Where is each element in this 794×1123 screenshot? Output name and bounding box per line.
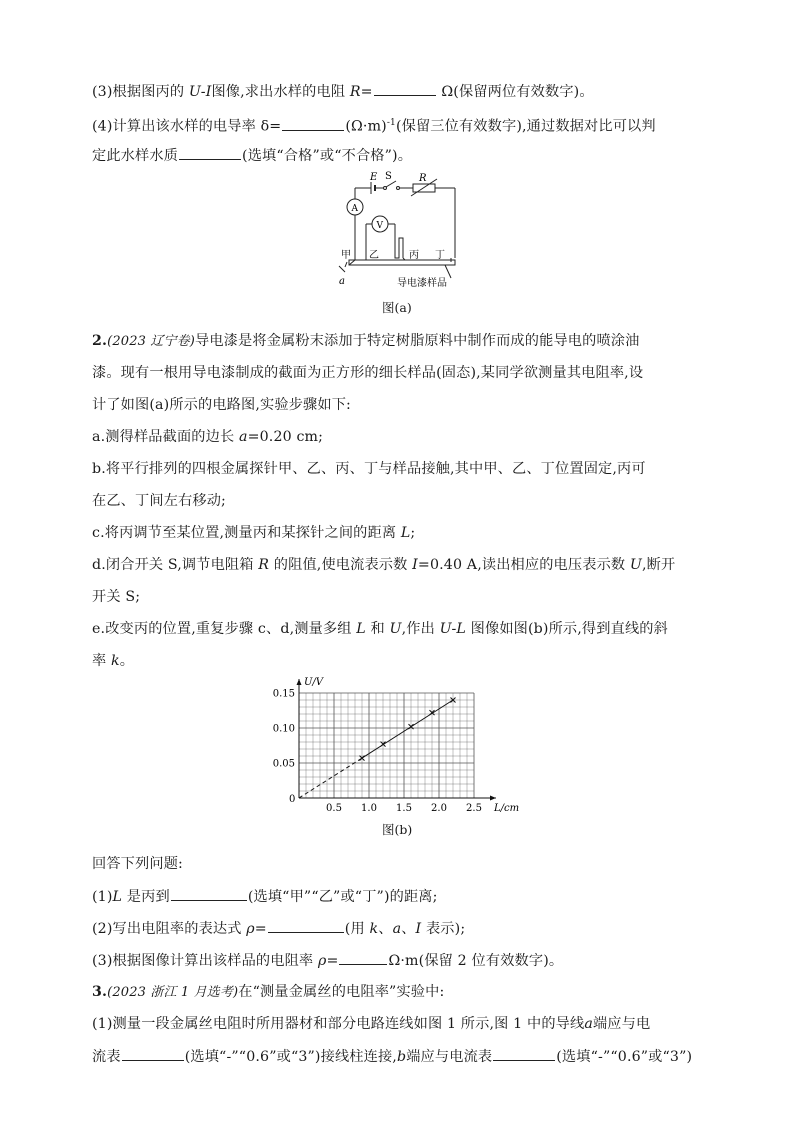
q2-step-e-2 bbox=[92, 651, 134, 671]
u-l-chart bbox=[272, 670, 535, 820]
var-rho: ρ bbox=[246, 921, 255, 937]
q2-step-a bbox=[92, 427, 323, 447]
text: a.测得样品截面的边长 bbox=[92, 429, 239, 445]
q1-line-3 bbox=[92, 81, 594, 102]
text: 率 bbox=[92, 653, 111, 669]
q2-line-1 bbox=[92, 331, 639, 352]
var-i: I bbox=[412, 557, 418, 573]
label-jia: 甲 bbox=[341, 250, 351, 261]
text: (选填“-”“0.6”或“3”) bbox=[556, 1049, 693, 1065]
text: 表示); bbox=[421, 921, 466, 937]
text: (3)根据图丙的 bbox=[92, 84, 189, 100]
label-sample: 导电漆样品 bbox=[397, 278, 447, 289]
label-a: a bbox=[339, 276, 345, 287]
y-tick-label: 0.10 bbox=[272, 723, 295, 735]
var-a: a bbox=[238, 429, 248, 445]
answer-blank[interactable] bbox=[374, 81, 436, 96]
q3-line-2 bbox=[92, 1014, 650, 1034]
var-i: I bbox=[415, 921, 422, 937]
y-axis-label: U/V bbox=[304, 677, 324, 688]
x-tick-label: 2.5 bbox=[466, 803, 482, 814]
text: 图像,求出水样的电阻 bbox=[211, 84, 350, 100]
text: 和 bbox=[365, 621, 390, 637]
voltmeter-label: V bbox=[376, 221, 383, 231]
label-ding: 丁 bbox=[435, 250, 445, 261]
ammeter-label: A bbox=[351, 204, 358, 214]
question-number: 3. bbox=[92, 984, 108, 1000]
y-axis-arrow bbox=[297, 679, 302, 685]
answer-blank[interactable] bbox=[493, 1046, 555, 1061]
text: c.将丙调节至某位置,测量丙和某探针之间的距离 bbox=[92, 525, 401, 541]
label-s: S bbox=[385, 171, 392, 182]
answer-blank[interactable] bbox=[339, 950, 387, 965]
label-yi: 乙 bbox=[369, 250, 379, 261]
q3-line-1 bbox=[92, 982, 444, 1003]
x-axis-label: L/cm bbox=[494, 803, 520, 814]
answer-blank[interactable] bbox=[171, 886, 247, 901]
question-number: 2. bbox=[92, 333, 108, 349]
text: = bbox=[254, 921, 267, 937]
text: e.改变丙的位置,重复步骤 c、d,测量多组 bbox=[92, 621, 357, 637]
text: 的阻值,使电流表示数 bbox=[269, 557, 413, 573]
label-r: R bbox=[419, 173, 427, 184]
fit-line-dashed bbox=[299, 758, 362, 798]
text: (Ω·m) bbox=[345, 118, 387, 135]
var-k: k bbox=[111, 653, 120, 669]
x-tick-label: 2.0 bbox=[431, 803, 447, 814]
text: (用 bbox=[344, 921, 370, 937]
q2-sub-2 bbox=[92, 918, 465, 939]
text: 导电漆是将金属粉末添加于特定树脂原料中制作而成的能导电的喷涂油 bbox=[195, 333, 640, 349]
text: 流表 bbox=[92, 1049, 121, 1065]
text: (1) bbox=[92, 889, 113, 905]
text: 端应与电流表 bbox=[406, 1049, 493, 1065]
text: 、 bbox=[401, 921, 416, 937]
text: ,作出 bbox=[401, 621, 440, 637]
q2-sub-3 bbox=[92, 950, 563, 971]
text: (1)测量一段金属丝电阻时所用器材和部分电路连线如图 1 所示,图 1 中的导线 bbox=[92, 1016, 585, 1032]
text: (2)写出电阻率的表达式 bbox=[92, 921, 247, 937]
text: d.闭合开关 S,调节电阻箱 bbox=[92, 557, 259, 573]
var-u: U bbox=[389, 621, 402, 637]
var-rho: ρ bbox=[317, 953, 327, 969]
answer-blank[interactable] bbox=[179, 145, 241, 160]
q1-line-4 bbox=[92, 113, 656, 137]
y-tick-label: 0.15 bbox=[272, 688, 295, 700]
text: = bbox=[326, 953, 339, 969]
text: (选填“甲”“乙”或“丁”)的距离; bbox=[247, 889, 438, 905]
label-bing: 丙 bbox=[409, 250, 419, 261]
text: 。 bbox=[119, 653, 135, 669]
text: Ω(保留两位有效数字)。 bbox=[436, 84, 594, 100]
text: (3)根据图像计算出该样品的电阻率 bbox=[92, 953, 318, 969]
q2-step-d-1 bbox=[92, 555, 675, 575]
text: ,断开 bbox=[642, 557, 676, 573]
figure-a-caption: 图(a) bbox=[382, 300, 412, 315]
var-u: U bbox=[629, 557, 643, 573]
answer-blank[interactable] bbox=[122, 1046, 184, 1061]
x-tick-label: 0.5 bbox=[326, 803, 342, 814]
text: 定此水样水质 bbox=[92, 148, 179, 164]
text: (选填“-”“0.6”或“3”)接线柱连接, bbox=[184, 1049, 397, 1065]
text: (选填“合格”或“不合格”)。 bbox=[242, 148, 413, 164]
text: =0.40 A,读出相应的电压表示数 bbox=[417, 557, 630, 573]
q2-step-e-1 bbox=[92, 619, 668, 639]
text: =0.20 cm; bbox=[247, 429, 324, 445]
var-r: R bbox=[258, 557, 270, 573]
figure-b-caption: 图(b) bbox=[382, 822, 413, 837]
q2-line-2: 漆。现有一根用导电漆制成的截面为正方形的细长样品(固态),某同学欲测量其电阻率,设 bbox=[92, 365, 644, 381]
text: 在“测量金属丝的电阻率”实验中: bbox=[238, 984, 445, 1000]
var-l: L bbox=[400, 525, 411, 541]
q2-step-b-2: 在乙、丁间左右移动; bbox=[92, 493, 226, 509]
superscript: -1 bbox=[386, 118, 396, 128]
text: (保留三位有效数字),通过数据对比可以判 bbox=[395, 118, 656, 135]
q2-step-b-1: b.将平行排列的四根金属探针甲、乙、丙、丁与样品接触,其中甲、乙、丁位置固定,丙可 bbox=[92, 461, 646, 477]
text: 、 bbox=[378, 921, 393, 937]
var-ul: U-L bbox=[439, 621, 466, 637]
text: 端应与电 bbox=[592, 1016, 651, 1032]
text: 图像如图(b)所示,得到直线的斜 bbox=[465, 621, 668, 637]
y-tick-label: 0.05 bbox=[272, 758, 295, 770]
var-r: R bbox=[349, 84, 361, 100]
origin-label: 0 bbox=[289, 794, 296, 805]
var-b: b bbox=[396, 1049, 407, 1065]
answer-intro: 回答下列问题: bbox=[92, 856, 183, 872]
q2-sub-1 bbox=[92, 886, 438, 907]
q2-step-c bbox=[92, 523, 415, 543]
label-e: E bbox=[370, 172, 378, 183]
text: (4)计算出该水样的电导率 δ= bbox=[92, 118, 282, 135]
var-ui: U-I bbox=[188, 84, 212, 100]
answer-blank[interactable] bbox=[268, 918, 344, 933]
var-l: L bbox=[112, 889, 123, 905]
answer-blank[interactable] bbox=[282, 116, 344, 131]
q2-line-3: 计了如图(a)所示的电路图,实验步骤如下: bbox=[92, 397, 351, 413]
x-tick-label: 1.5 bbox=[396, 803, 412, 814]
var-a: a bbox=[392, 921, 402, 937]
var-l: L bbox=[356, 621, 366, 637]
question-source: (2023 浙江 1 月选考) bbox=[107, 985, 239, 1000]
q1-line-5 bbox=[92, 145, 412, 166]
text: 是丙到 bbox=[122, 889, 170, 905]
x-tick-label: 1.0 bbox=[361, 803, 377, 814]
x-axis-arrow bbox=[490, 796, 496, 801]
circuit-diagram bbox=[325, 168, 465, 294]
text: = bbox=[360, 84, 373, 100]
var-k: k bbox=[369, 921, 379, 937]
text: ; bbox=[410, 525, 416, 541]
text: Ω·m(保留 2 位有效数字)。 bbox=[388, 953, 564, 969]
question-source: (2023 辽宁卷) bbox=[107, 334, 195, 349]
q2-step-d-2: 开关 S; bbox=[92, 589, 141, 605]
var-a: a bbox=[584, 1016, 593, 1032]
q3-line-3 bbox=[92, 1046, 692, 1067]
